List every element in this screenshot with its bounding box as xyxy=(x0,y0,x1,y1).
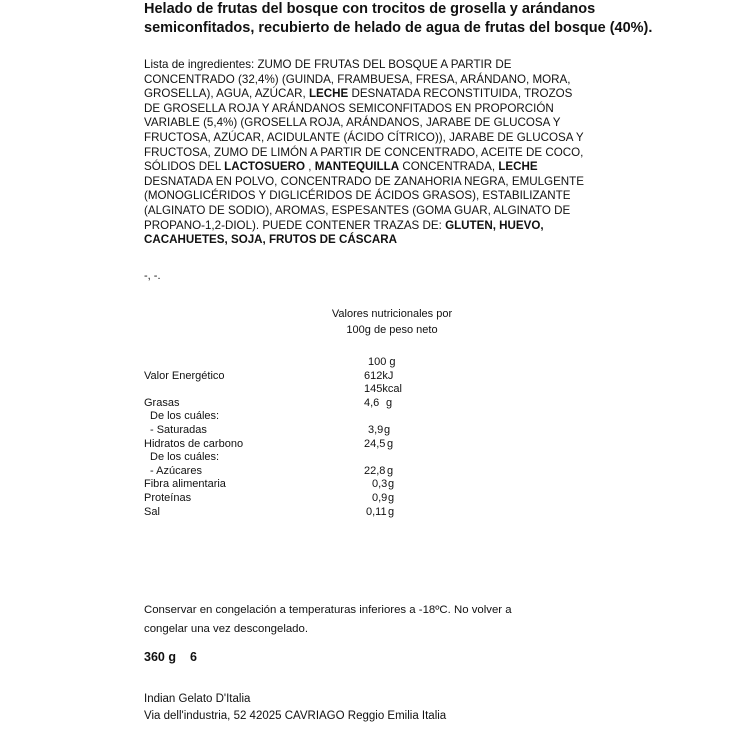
nutrition-row xyxy=(144,506,444,520)
manufacturer xyxy=(144,691,446,725)
net-weight xyxy=(144,650,197,664)
nutrient-label: - Saturadas xyxy=(150,423,207,436)
nutrient-value: 22,8 xyxy=(364,464,386,477)
nutrition-row xyxy=(144,397,444,411)
nutrient-label: Proteínas xyxy=(144,491,192,504)
allergen-mantequilla: MANTEQUILLA xyxy=(314,160,400,174)
product-title: Helado de frutas del bosque con trocitos de grosella y arándanos semiconfitados, recubierto de helado de agua de frutas del bosque (40%). xyxy=(144,1,653,36)
nutrition-row xyxy=(144,438,444,452)
storage-instructions: Conservar en congelación a temperaturas inferiores a -18ºC. No volver a congelar una vez descongelado. xyxy=(144,604,512,635)
nutrient-label: Valor Energético xyxy=(144,369,225,382)
nutrient-value: 4,6 xyxy=(364,396,380,409)
nutrient-value: 3,9 xyxy=(368,423,384,436)
nutrient-unit: g xyxy=(388,491,395,504)
nutrition-heading-line1: Valores nutricionales por xyxy=(331,308,453,320)
nutrition-heading xyxy=(312,306,472,338)
nutrition-row xyxy=(144,383,444,397)
ingredients-text: DESNATADA RECONSTITUIDA, TROZOS DE GROSELLA ROJA Y ARÁNDANOS SEMICONFITADOS EN PROPORCIÓN VARIABLE (5,4%) (GROSELLA ROJA, ARÁNDANOS, JARABE DE GLUCOSA Y FRUCTOSA, AZÚCAR, ACIDULANTE (ÁCIDO CÍTRICO)), JARABE DE GLUCOSA Y FRUCTOSA, ZUMO DE LIMÓN A PARTIR DE CONCENTRADO, ACEITE DE COCO, SÓLIDOS DEL xyxy=(144,87,584,174)
nutrient-value: 24,5 xyxy=(364,437,386,450)
ingredients-text: ZUMO DE FRUTAS DEL BOSQUE A PARTIR DE CONCENTRADO (32,4%) (GUINDA, FRAMBUESA, FRESA, ARÁNDANO, MORA, GROSELLA), AGUA, AZÚCAR, xyxy=(144,58,571,101)
nutrition-row xyxy=(144,492,444,506)
nutrition-row xyxy=(144,478,444,492)
nutrient-value: 0,3 xyxy=(372,478,388,491)
nutrition-row xyxy=(144,410,444,424)
nutrition-row xyxy=(144,370,444,384)
allergen-traces: GLUTEN, HUEVO, CACAHUETES, SOJA, FRUTOS DE CÁSCARA xyxy=(144,218,544,247)
nutrient-label: Hidratos de carbono xyxy=(144,437,244,450)
nutrient-label: Sal xyxy=(144,505,160,518)
nutrient-value: 0,11 xyxy=(366,505,387,518)
nutrient-value: 145kcal xyxy=(364,383,402,396)
company-address: Via dell'industria, 52 42025 CAVRIAGO Reggio Emilia Italia xyxy=(144,710,447,722)
nutrient-unit: g xyxy=(387,437,394,450)
nutrient-label: De los cuáles: xyxy=(150,451,220,464)
nutrient-label: De los cuáles: xyxy=(150,410,220,423)
ingredients-text: , xyxy=(305,160,315,174)
nutrient-unit: g xyxy=(384,423,391,436)
net-weight-amount: 360 g xyxy=(144,650,176,664)
company-name: Indian Gelato D'Italia xyxy=(144,693,251,705)
allergen-lactosuero: LACTOSUERO xyxy=(224,160,306,174)
ingredients-list xyxy=(144,58,584,248)
pieces-count: 6 xyxy=(189,650,197,664)
nutrition-per-value: 100 g xyxy=(368,356,396,368)
nutrient-label: - Azúcares xyxy=(150,464,202,477)
nutrient-unit: g xyxy=(387,464,394,477)
placeholder-marks: -, -. xyxy=(144,270,161,282)
nutrition-row xyxy=(144,465,444,479)
allergen-leche-2: LECHE xyxy=(498,160,538,174)
nutrition-heading-line2: 100g de peso neto xyxy=(346,324,438,336)
nutrition-row xyxy=(144,424,444,438)
ingredients-text: CONCENTRADA, xyxy=(399,160,499,174)
nutrition-per-row xyxy=(144,356,444,370)
nutrition-row xyxy=(144,451,444,465)
nutrient-unit: g xyxy=(388,505,395,518)
ingredients-text: DESNATADA EN POLVO, CONCENTRADO DE ZANAHORIA NEGRA, EMULGENTE (MONOGLICÉRIDOS Y DIGLICÉRIDOS DE ÁCIDOS GRASOS), ESTABILIZANTE (ALGINATO DE SODIO), AROMAS, ESPESANTES (GOMA GUAR, ALGINATO DE PROPANO-1,2-DIOL). PUEDE CONTENER TRAZAS DE: xyxy=(144,174,584,232)
ingredients-label: Lista de ingredientes: xyxy=(144,58,255,71)
nutrient-value: 0,9 xyxy=(372,491,388,504)
nutrient-label: Fibra alimentaria xyxy=(144,478,226,491)
nutrient-unit: g xyxy=(388,478,395,491)
allergen-leche: LECHE xyxy=(308,87,349,101)
nutrient-label: Grasas xyxy=(144,396,180,409)
nutrient-unit: g xyxy=(386,396,393,409)
nutrition-table xyxy=(144,356,444,519)
nutrient-value: 612kJ xyxy=(364,369,394,382)
